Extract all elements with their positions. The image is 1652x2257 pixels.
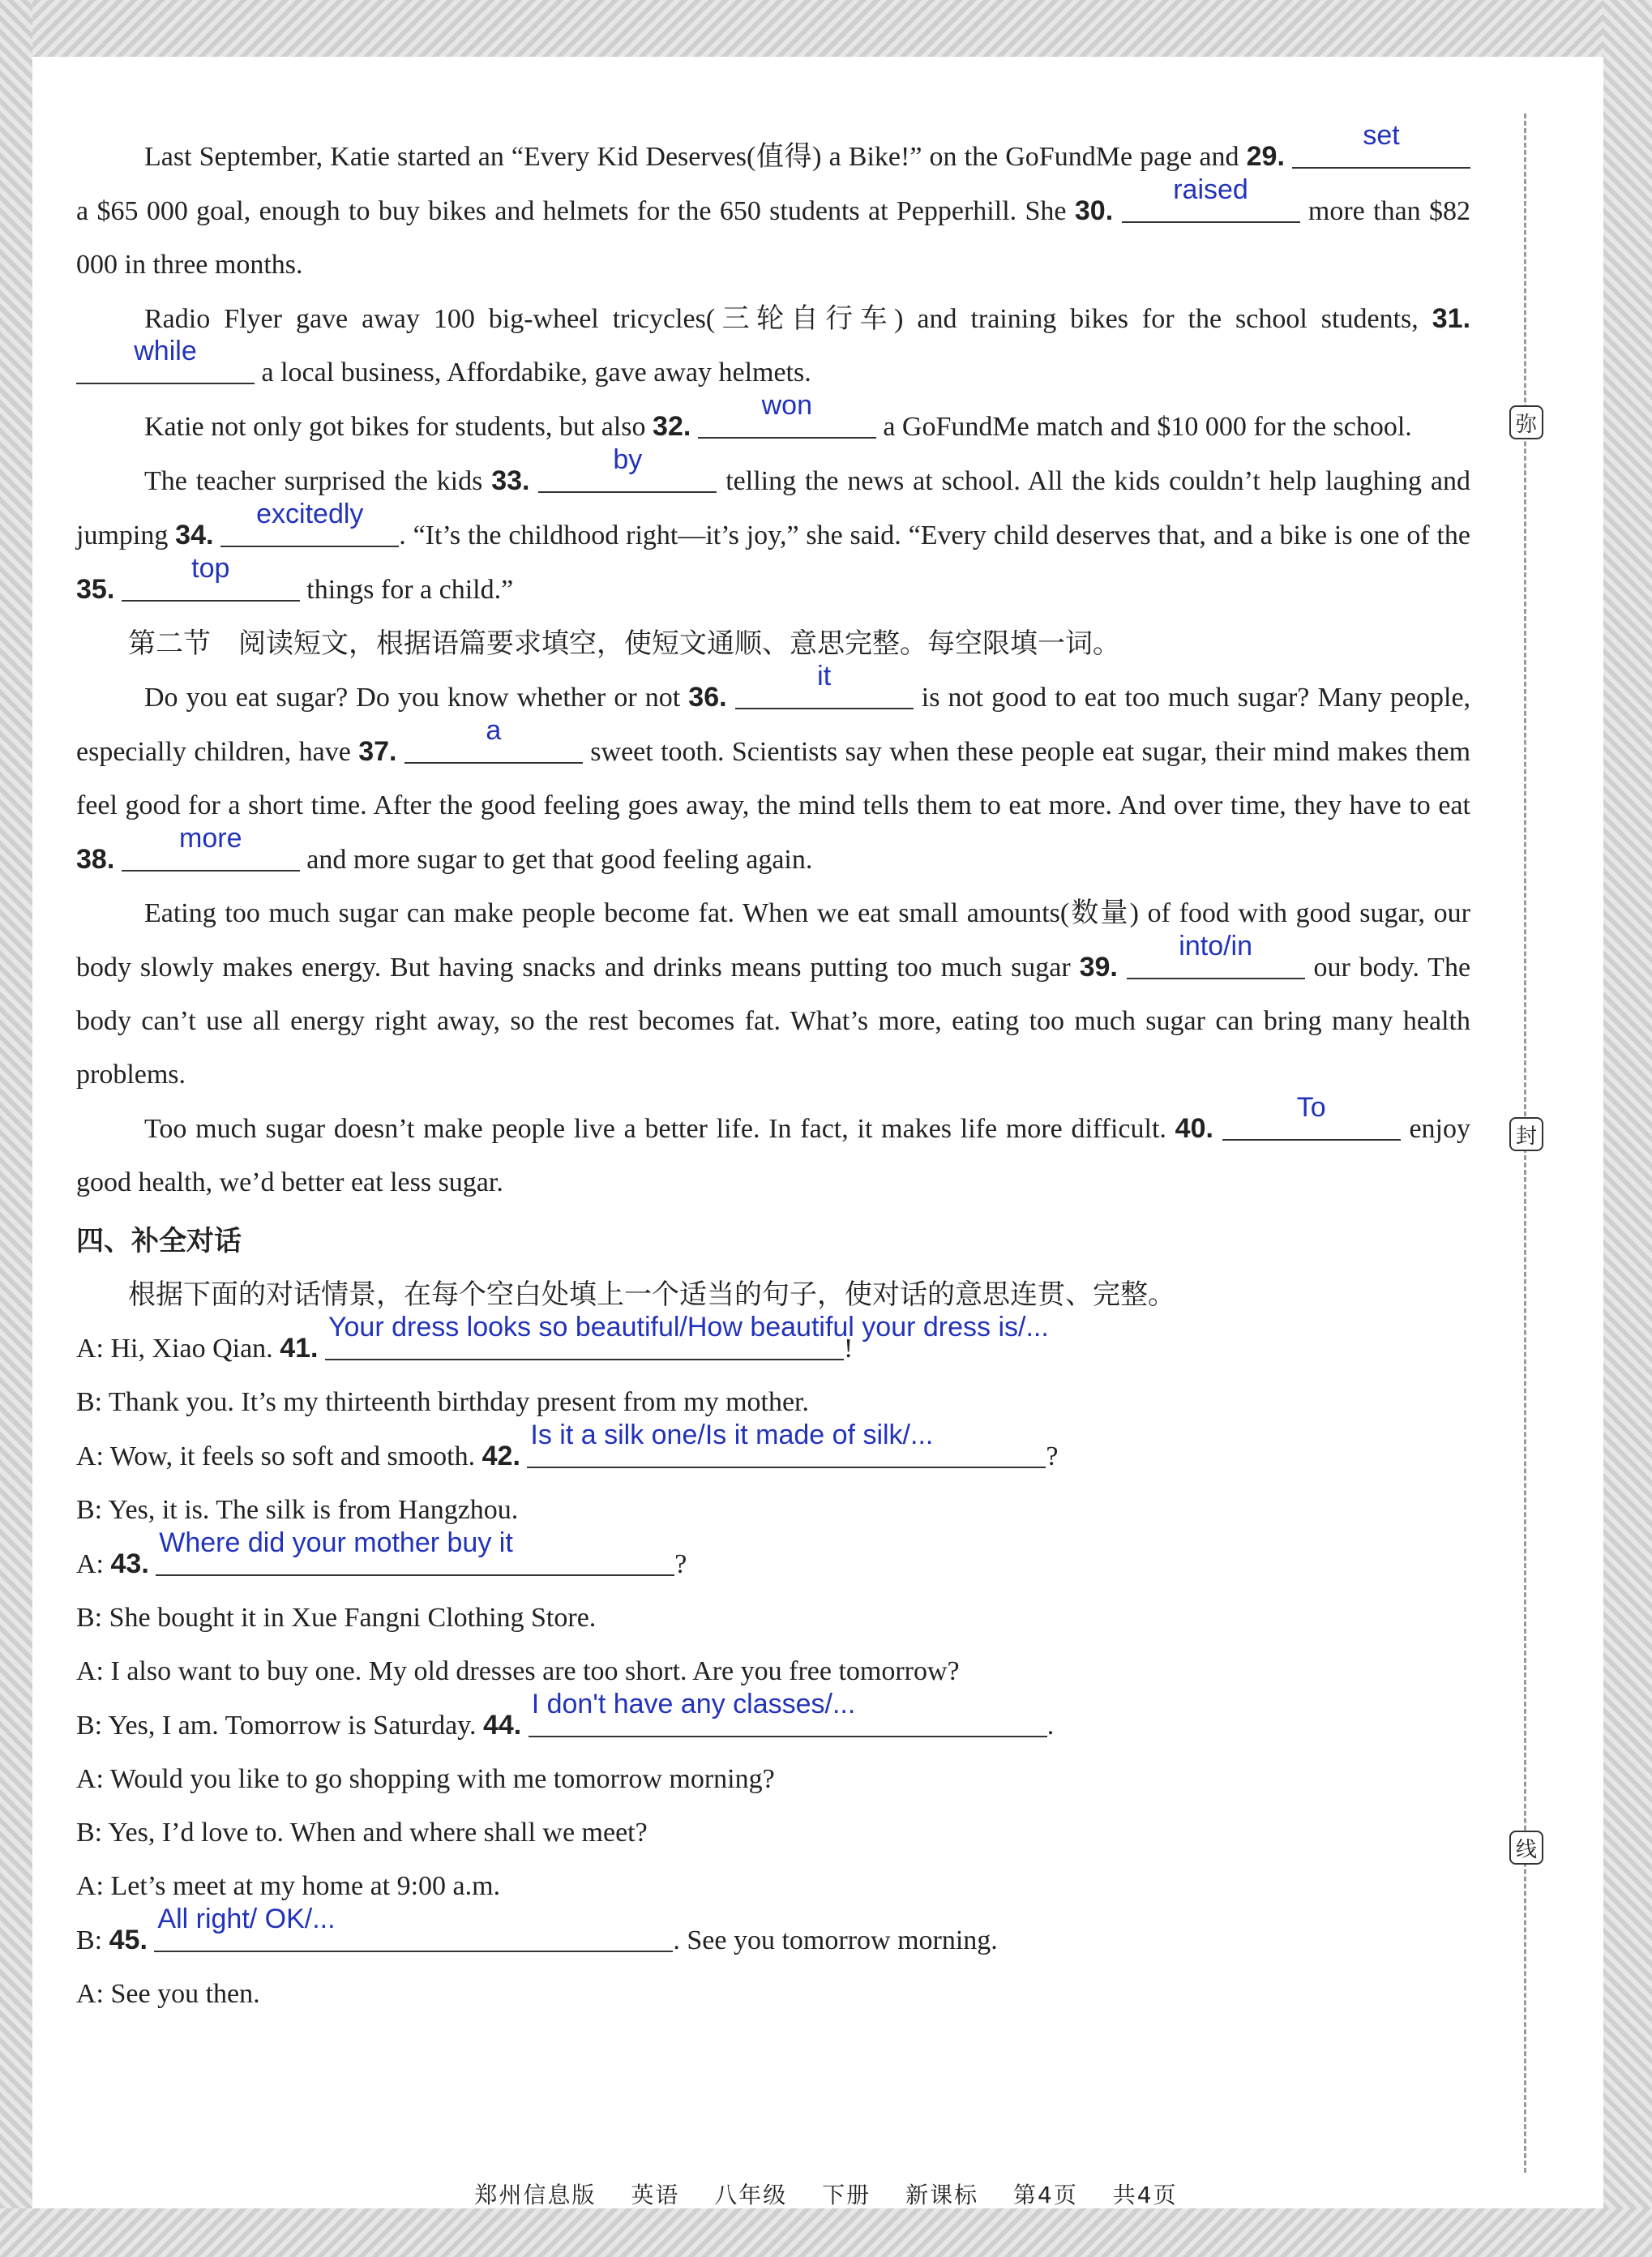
answer-blank-42[interactable] bbox=[527, 1420, 1046, 1468]
dialogue-line-10: B: Yes, I’d love to. When and where shall we meet? bbox=[76, 1818, 648, 1848]
answer-33: by bbox=[613, 444, 643, 475]
page-border-left bbox=[0, 0, 32, 2257]
answer-blank-32[interactable] bbox=[698, 390, 876, 439]
question-number-38: 38. bbox=[76, 844, 115, 875]
answer-39: into/in bbox=[1179, 931, 1253, 961]
dialogue-line-3 bbox=[76, 1420, 1470, 1484]
text: Radio Flyer gave away 100 big-wheel tricycles(三轮自行车) and training bikes for the school students, bbox=[144, 304, 1419, 334]
passage1-para3 bbox=[76, 390, 1470, 454]
text: B: Yes, I am. Tomorrow is Saturday. bbox=[76, 1711, 477, 1741]
footer-curriculum: 新课标 bbox=[905, 2182, 979, 2208]
text: and more sugar to get that good feeling again. bbox=[306, 845, 813, 875]
answer-38: more bbox=[179, 823, 242, 854]
answer-blank-37[interactable] bbox=[404, 715, 583, 764]
answer-blank-43[interactable] bbox=[156, 1527, 674, 1576]
dialogue-line-7: A: I also want to buy one. My old dresses are too short. Are you free tomorrow? bbox=[76, 1656, 960, 1686]
text: ? bbox=[674, 1549, 687, 1579]
text: Do you eat sugar? Do you know whether or not bbox=[144, 683, 681, 713]
text: Eating too much sugar can make people become fat. When we eat small amounts(数量) of food with good sugar, our body slowly makes energy. But having snacks and drinks means putting too much sugar bbox=[76, 898, 1470, 983]
question-number-41: 41. bbox=[280, 1333, 319, 1364]
question-number-40: 40. bbox=[1175, 1113, 1213, 1144]
dialogue-line-13: A: See you then. bbox=[76, 1979, 260, 2009]
answer-blank-45[interactable] bbox=[154, 1904, 673, 1952]
question-number-36: 36. bbox=[688, 682, 727, 713]
answer-blank-41[interactable] bbox=[325, 1312, 1049, 1360]
text: A: bbox=[76, 1549, 104, 1579]
footer-subject: 英语 bbox=[631, 2182, 680, 2208]
binding-char-xian: 线 bbox=[1509, 1831, 1543, 1865]
text: Too much sugar doesn’t make people live a better life. In fact, it makes life more difficult. bbox=[144, 1114, 1166, 1144]
text: . See you tomorrow morning. bbox=[673, 1925, 998, 1955]
text: a $65 000 goal, enough to buy bikes and helmets for the 650 students at Pepperhill. She bbox=[76, 196, 1067, 226]
section4-instructions: 根据下面的对话情景，在每个空白处填上一个适当的句子，使对话的意思连贯、完整。 bbox=[128, 1278, 1175, 1311]
question-number-37: 37. bbox=[358, 736, 397, 767]
text: a GoFundMe match and $10 000 for the school. bbox=[883, 412, 1412, 442]
binding-char-feng: 封 bbox=[1509, 1117, 1543, 1151]
answer-40: To bbox=[1296, 1092, 1326, 1123]
dialogue-line-4: B: Yes, it is. The silk is from Hangzhou. bbox=[76, 1495, 519, 1525]
dialogue-line-8 bbox=[76, 1689, 1470, 1753]
answer-42: Is it a silk one/Is it made of silk/... bbox=[530, 1420, 934, 1450]
text: telling the news at school. All the kids couldn’t help laughing and jumping bbox=[76, 466, 1471, 550]
text: Last September, Katie started an “Every Kid Deserves(值得) a Bike!” on the GoFundMe page and bbox=[144, 142, 1239, 172]
answer-34: excitedly bbox=[256, 499, 364, 529]
answer-blank-35[interactable] bbox=[122, 553, 300, 602]
answer-29: set bbox=[1363, 120, 1400, 151]
dialogue-line-12 bbox=[76, 1904, 1470, 1968]
question-number-45: 45. bbox=[109, 1925, 148, 1955]
answer-blank-40[interactable] bbox=[1222, 1092, 1401, 1141]
footer-edition: 郑州信息版 bbox=[474, 2182, 597, 2208]
text: enjoy good health, we’d better eat less sugar. bbox=[76, 1114, 1471, 1197]
passage2-para1 bbox=[76, 661, 1471, 887]
question-number-32: 32. bbox=[653, 411, 691, 442]
question-number-31: 31. bbox=[1432, 303, 1471, 334]
text: . bbox=[1046, 1711, 1055, 1741]
dialogue-line-1 bbox=[76, 1312, 1470, 1376]
dialogue-line-9: A: Would you like to go shopping with me tomorrow morning? bbox=[76, 1764, 775, 1794]
dialogue-line-5 bbox=[76, 1527, 1470, 1591]
text: B: bbox=[76, 1925, 103, 1955]
answer-blank-39[interactable] bbox=[1127, 931, 1305, 979]
text: more than $82 000 in three months. bbox=[76, 196, 1471, 280]
binding-char-mi: 弥 bbox=[1509, 405, 1543, 439]
question-number-30: 30. bbox=[1074, 195, 1114, 226]
question-number-34: 34. bbox=[175, 520, 214, 550]
text: our body. The body can’t use all energy right away, so the rest becomes fat. What’s more, eating too much sugar can bring many health problems. bbox=[76, 953, 1471, 1090]
text: A: Wow, it feels so soft and smooth. bbox=[76, 1441, 476, 1471]
text: A: Hi, Xiao Qian. bbox=[76, 1334, 273, 1364]
page-border-bottom bbox=[0, 2208, 1652, 2257]
text: Katie not only got bikes for students, but also bbox=[144, 412, 646, 442]
passage2-para2 bbox=[76, 887, 1470, 1102]
footer-page-total: 共4页 bbox=[1112, 2182, 1178, 2208]
answer-31: while bbox=[134, 336, 197, 366]
passage2-para3 bbox=[76, 1092, 1471, 1210]
footer-volume: 下册 bbox=[822, 2182, 871, 2208]
answer-35: top bbox=[191, 553, 230, 584]
answer-blank-38[interactable] bbox=[122, 823, 300, 872]
question-number-35: 35. bbox=[76, 574, 115, 605]
text: a local business, Affordabike, gave away helmets. bbox=[261, 358, 811, 388]
question-number-39: 39. bbox=[1079, 952, 1118, 983]
question-number-43: 43. bbox=[110, 1548, 149, 1579]
answer-37: a bbox=[486, 715, 502, 746]
question-number-44: 44. bbox=[482, 1710, 522, 1741]
answer-blank-30[interactable] bbox=[1122, 174, 1300, 223]
worksheet-content bbox=[76, 120, 1471, 2021]
dialogue-line-6: B: She bought it in Xue Fangni Clothing Store. bbox=[76, 1603, 597, 1633]
text: The teacher surprised the kids bbox=[144, 466, 483, 496]
question-number-33: 33. bbox=[491, 465, 530, 496]
passage1-para4 bbox=[76, 444, 1471, 617]
question-number-29: 29. bbox=[1246, 141, 1285, 172]
question-number-42: 42. bbox=[481, 1441, 520, 1471]
passage1-para1 bbox=[76, 120, 1471, 292]
dialogue-line-11: A: Let’s meet at my home at 9:00 a.m. bbox=[76, 1871, 501, 1901]
footer-grade: 八年级 bbox=[714, 2182, 788, 2208]
answer-45: All right/ OK/... bbox=[157, 1904, 336, 1934]
page-border-top bbox=[0, 0, 1652, 57]
answer-blank-36[interactable] bbox=[735, 661, 914, 709]
answer-blank-33[interactable] bbox=[538, 444, 717, 493]
text: sweet tooth. Scientists say when these people eat sugar, their mind makes them feel good for a short time. After the good feeling goes away, the mind tells them to eat more. And over time, they have to eat bbox=[76, 737, 1471, 820]
answer-43: Where did your mother buy it bbox=[159, 1527, 513, 1558]
answer-blank-29[interactable] bbox=[1292, 120, 1470, 169]
section2-title: 第二节 阅读短文，根据语篇要求填空，使短文通顺、意思完整。每空限填一词。 bbox=[128, 627, 1120, 660]
answer-blank-31[interactable] bbox=[76, 336, 255, 384]
answer-36: it bbox=[817, 661, 832, 692]
dialogue-line-2: B: Thank you. It’s my thirteenth birthday present from my mother. bbox=[76, 1387, 810, 1417]
text: things for a child.” bbox=[306, 575, 514, 605]
text: . “It’s the childhood right—it’s joy,” she said. “Every child deserves that, and a bike is one of the bbox=[399, 520, 1471, 550]
answer-41: Your dress looks so beautiful/How beautiful your dress is/... bbox=[327, 1312, 1049, 1343]
section4-title: 四、补全对话 bbox=[76, 1225, 242, 1257]
page-border-right bbox=[1603, 0, 1652, 2257]
text: is not good to eat too much sugar? Many people, especially children, have bbox=[76, 683, 1471, 767]
footer-page-number: 第4页 bbox=[1013, 2182, 1078, 2208]
answer-32: won bbox=[761, 390, 812, 421]
answer-44: I don't have any classes/... bbox=[531, 1689, 856, 1720]
text: ! bbox=[843, 1334, 854, 1364]
text: ? bbox=[1046, 1441, 1059, 1471]
page-footer bbox=[0, 2178, 1652, 2210]
answer-blank-44[interactable] bbox=[529, 1689, 1047, 1737]
answer-30: raised bbox=[1173, 174, 1248, 205]
